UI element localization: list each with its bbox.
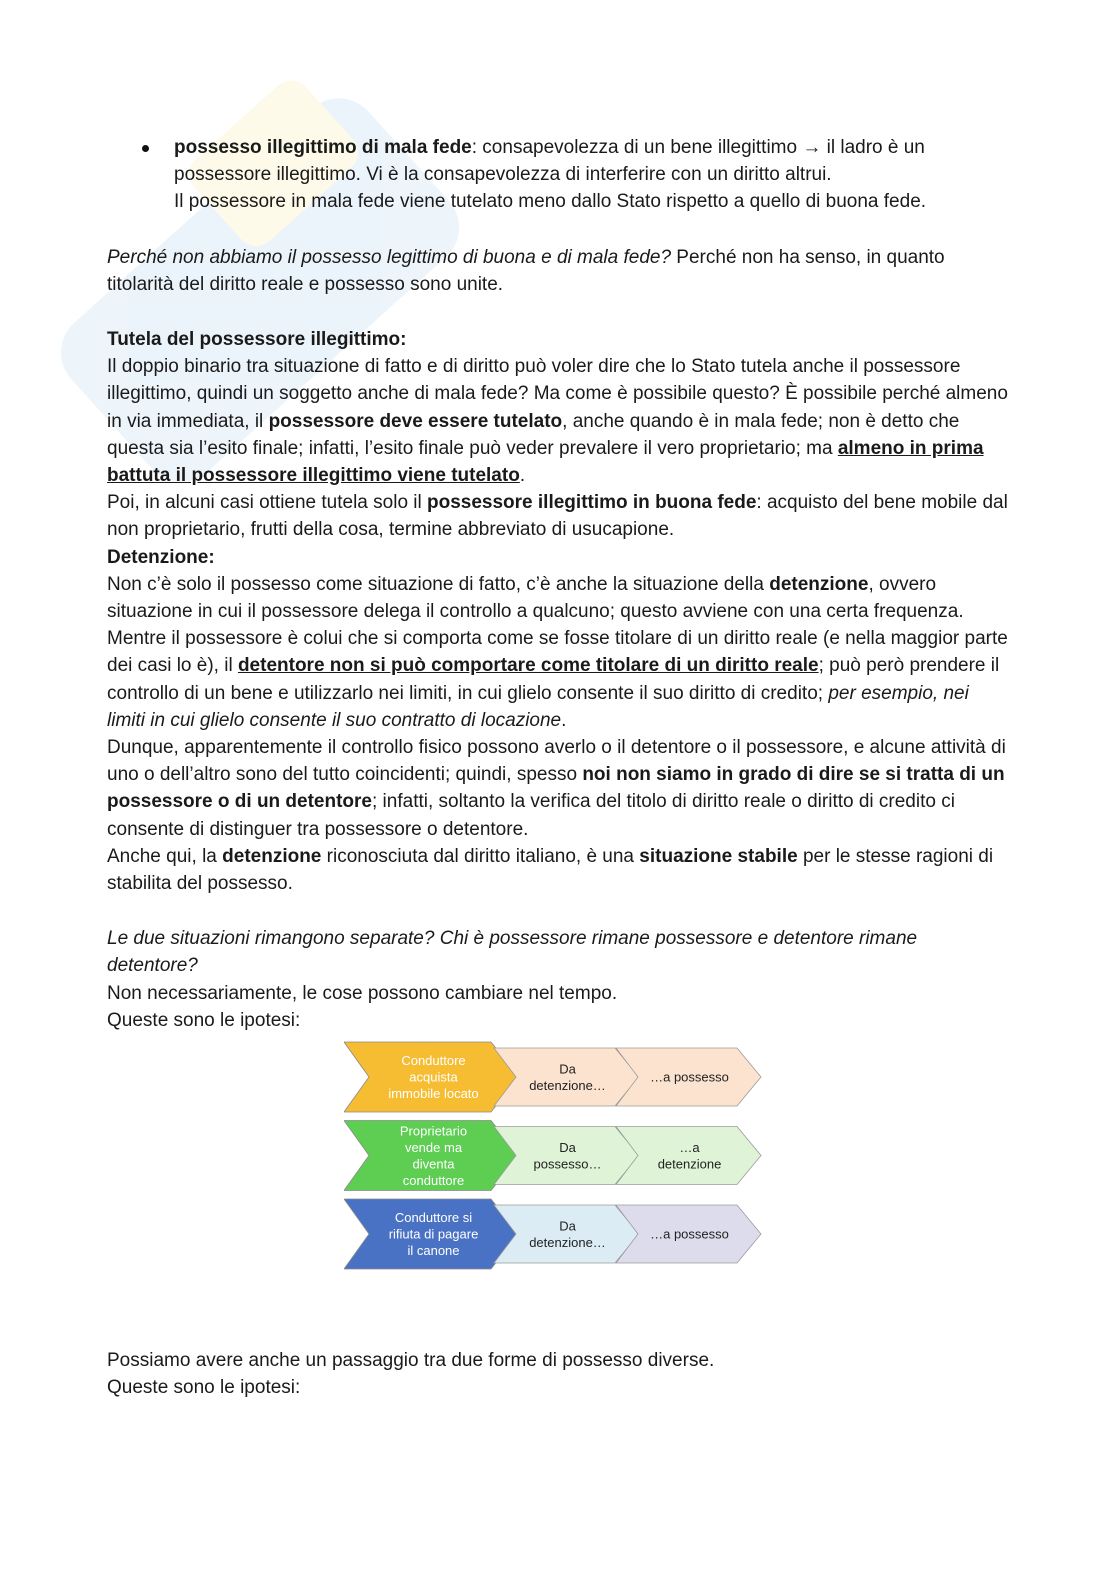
emphasis: possessore illegittimo in buona fede <box>427 492 757 514</box>
section-heading-detenzione: Detenzione: <box>107 546 215 568</box>
detenzione-paragraph-4: Anche qui, la detenzione riconosciuta dal diritto italiano, è una situazione stabile per le stesse ragioni di stabilita del possesso. <box>107 845 994 895</box>
bullet-text-2: il ladro è un possessore illegittimo. Vi è la consapevolezza di interferire con un diritto altrui. <box>174 137 925 186</box>
underlined-emphasis: almeno in prima battuta il possessore illegittimo viene tutelato <box>107 437 984 487</box>
italic-example: per esempio, nei limiti in cui glielo consente il suo contratto di locazione <box>107 682 969 731</box>
bullet-text: : consapevolezza di un bene illegittimo <box>471 137 803 158</box>
chevron-step-text: Da possesso… <box>533 1139 602 1172</box>
question-text: Le due situazioni rimangono separate? Chi è possessore rimane possessore e detentore rimane detentore? <box>107 928 918 977</box>
chevron-step-text: Da detenzione… <box>529 1061 606 1093</box>
emphasis: situazione stabile <box>639 845 798 867</box>
bullet-list <box>107 134 1012 216</box>
process-diagram <box>344 1040 764 1275</box>
chevron-label-text: Proprietario vende ma diventa conduttore <box>399 1123 468 1188</box>
hypotheses-intro: Queste sono le ipotesi: <box>107 1009 301 1031</box>
answer-line: Non necessariamente, le cose possono cambiare nel tempo. <box>107 982 618 1004</box>
tutela-paragraph-2: Poi, in alcuni casi ottiene tutela solo il possessore illegittimo in buona fede: acquisto del bene mobile dal non proprietario, frutti della cosa, termine abbreviato di usucapione. <box>107 492 1008 541</box>
detenzione-paragraph-1: Non c’è solo il possesso come situazione di fatto, c’è anche la situazione della detenzione, ovvero situazione in cui il possessore delega il controllo a qualcuno; questo avviene con una certa frequenza. <box>107 573 964 623</box>
right-arrow-icon: → <box>802 137 822 158</box>
detenzione-paragraph-3: Dunque, apparentemente il controllo fisico possono averlo o il detentore o il possessore, e alcune attività di uno o dell’altro sono del tutto coincidenti; quindi, spesso noi non siamo in grado di dire se si tratta di un possessore o di un detentore; infatti, soltanto la verifica del titolo di diritto reale o diritto di credito ci consente di distinguer tra possessore o detentore. <box>107 737 1006 840</box>
emphasis: detenzione <box>222 845 322 867</box>
closing-line-1: Possiamo avere anche un passaggio tra due forme di possesso diverse. <box>107 1350 715 1372</box>
question-paragraph <box>107 244 1012 298</box>
chevron-diagram-svg <box>344 1040 764 1275</box>
detenzione-paragraph-2: Mentre il possessore è colui che si comporta come se fosse titolare di un diritto reale (e nella maggior parte dei casi lo è), il detentore non si può comportare come titolare di un diritto reale; può però prendere il controllo di un bene e utilizzarlo nei limiti, in cui glielo consente il suo diritto di credito; per esempio, nei limiti in cui glielo consente il suo contratto di locazione. <box>107 628 1008 731</box>
section-heading-tutela: Tutela del possessore illegittimo: <box>107 329 407 351</box>
tutela-paragraph-1: Il doppio binario tra situazione di fatto e di diritto può voler dire che lo Stato tutela anche il possessore illegittimo, quindi un soggetto anche di mala fede? Ma come è possibile questo? È possibile perché almeno in via immediata, il possessore deve essere tutelato, anche quando è in mala fede; non è detto che questa sia l’esito finale; infatti, l’esito finale può veder prevalere il vero proprietario; ma almeno in prima battuta il possessore illegittimo viene tutelato. <box>107 356 1008 487</box>
emphasis: noi non siamo in grado di dire se si tratta di un possessore o di un detentore <box>107 764 1005 813</box>
question-paragraph-2 <box>107 925 1012 979</box>
chevron-label-text: Conduttore acquista immobile locato <box>388 1053 479 1102</box>
underlined-emphasis: detentore non si può comportare come titolare di un diritto reale <box>237 655 819 677</box>
question-text: Perché non abbiamo il possesso legittimo di buona e di mala fede? <box>107 246 672 268</box>
chevron-step-text: …a possesso <box>650 1226 729 1242</box>
chevron-label-text: Conduttore si rifiuta di pagare il canone <box>388 1210 479 1259</box>
chevron-step-text: …a detenzione <box>657 1139 722 1172</box>
document-page <box>107 134 1012 1402</box>
chevron-step-text: …a possesso <box>650 1069 729 1085</box>
closing-line-2: Queste sono le ipotesi: <box>107 1377 301 1399</box>
list-item <box>107 134 1012 216</box>
chevron-step-text: Da detenzione… <box>529 1218 606 1250</box>
bullet-dot-icon <box>142 145 149 152</box>
bullet-line-3: Il possessore in mala fede viene tutelato meno dallo Stato rispetto a quello di buona fede. <box>174 191 927 213</box>
answer-text: Perché non ha senso, in quanto titolarità del diritto reale e possesso sono unite. <box>107 246 945 295</box>
bullet-term: possesso illegittimo di mala fede <box>174 137 472 158</box>
emphasis: detenzione <box>769 573 869 595</box>
emphasis: possessore deve essere tutelato <box>268 410 563 432</box>
